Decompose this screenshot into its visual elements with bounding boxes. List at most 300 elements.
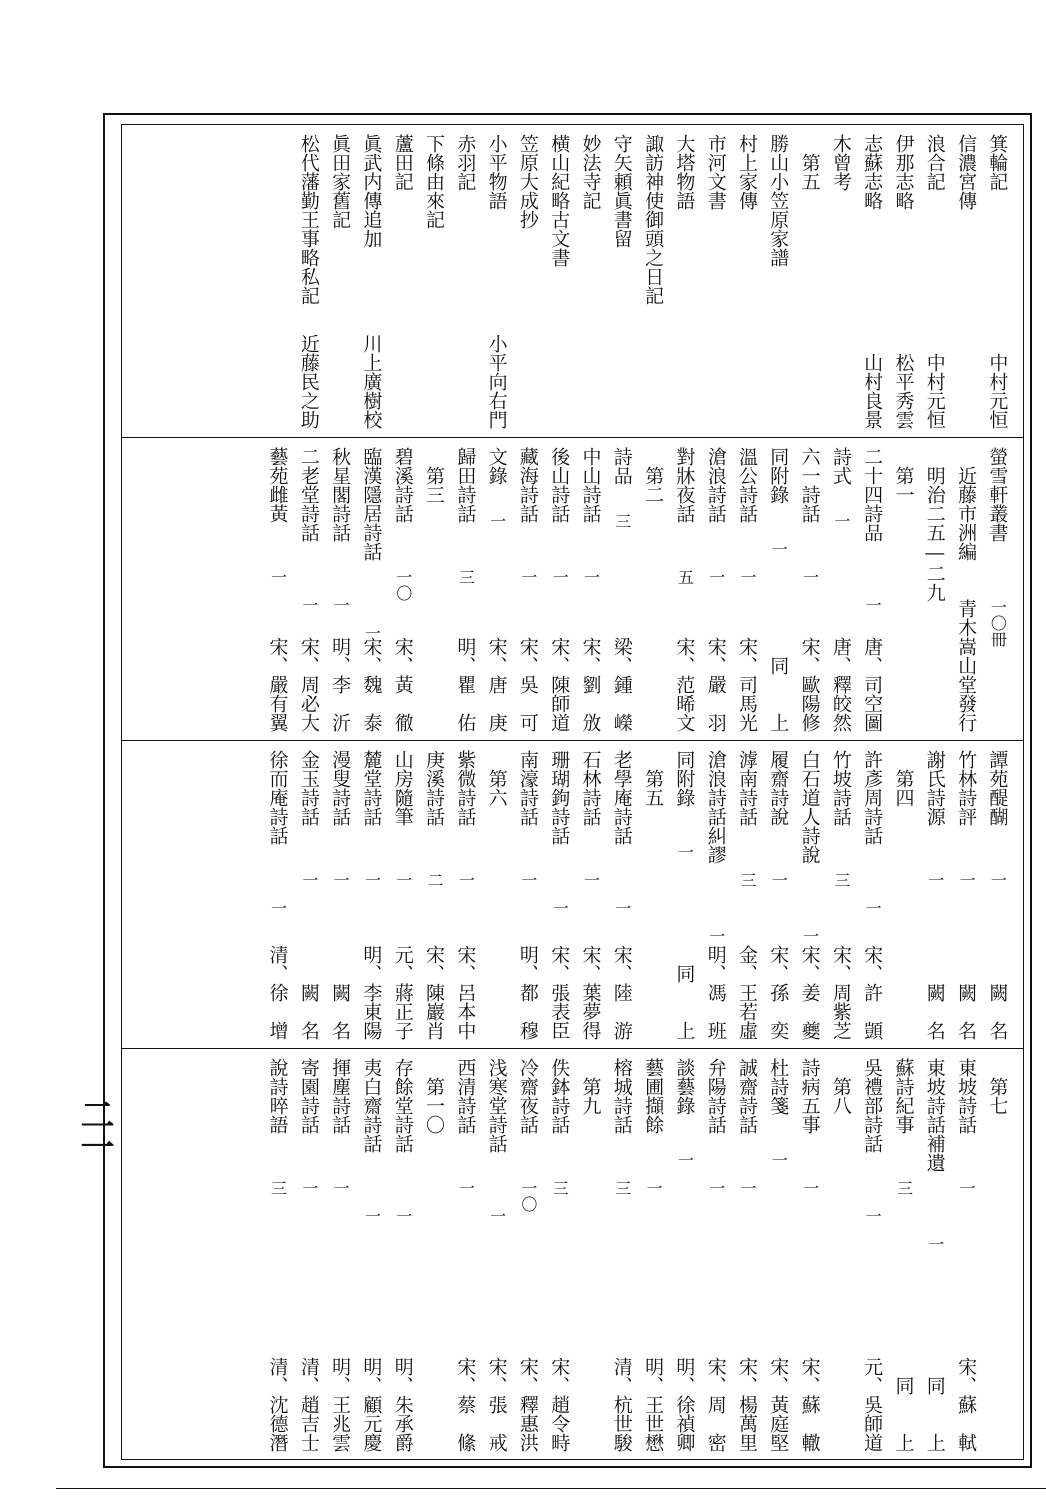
catalog-entry (637, 740, 668, 1048)
catalog-entry (387, 1048, 418, 1460)
entry-volume-count: 五 (675, 569, 695, 585)
entry-volume-count: 一 (957, 1180, 977, 1196)
entry-author: 宋、嚴 羽 (704, 637, 727, 732)
entry-title: 誠齋詩話 (735, 1058, 758, 1134)
entry-volume-count: 一〇 (393, 569, 413, 601)
catalog-entry (669, 740, 700, 1048)
entry-volume-count: 一 (362, 872, 382, 888)
entry-title: 横山紀略古文書 (548, 134, 571, 267)
entry-volume-count: 三 (612, 513, 632, 529)
entry-author: 明、王兆雲 (329, 1357, 352, 1452)
catalog-entry (888, 437, 919, 740)
entry-title: 文錄 (485, 447, 508, 485)
catalog-entry (481, 740, 512, 1048)
entry-author: 宋、釋惠洪 (516, 1357, 539, 1452)
entry-volume-count: 一 (550, 569, 570, 585)
entry-title: 市河文書 (704, 134, 727, 210)
catalog-entry (637, 1048, 668, 1460)
entry-author: 明、朱承爵 (391, 1357, 414, 1452)
entry-volume-count: 一 (675, 844, 695, 860)
entry-author: 元、蔣正子 (391, 945, 414, 1040)
catalog-entry (794, 124, 825, 437)
entry-title: 竹坡詩話 (829, 750, 852, 826)
entry-title: 笠原大成抄 (516, 134, 539, 229)
entry-volume-count: 一 (362, 1208, 382, 1224)
catalog-band (122, 740, 1023, 1048)
entry-title: 漫叟詩話 (329, 750, 352, 826)
entry-volume-count: 一 (393, 872, 413, 888)
catalog-entry (418, 124, 449, 437)
entry-title: 譚苑醍醐 (986, 750, 1009, 826)
entry-author: 闕 名 (986, 983, 1009, 1040)
catalog-entry (637, 437, 668, 740)
catalog-entry (418, 1048, 449, 1460)
entry-volume-count: 三 (831, 872, 851, 888)
catalog-entry (700, 1048, 731, 1460)
entry-author: 宋、唐 庚 (485, 637, 508, 732)
entry-author: 唐、司空圖 (861, 637, 884, 732)
page-number: 二一 (74, 1097, 114, 1161)
catalog-entry (450, 124, 481, 437)
entry-title: 榕城詩話 (610, 1058, 633, 1134)
entry-title: 第一 (892, 447, 915, 504)
catalog-entry (794, 740, 825, 1048)
catalog-entry (544, 124, 575, 437)
entry-title: 竹林詩評 (955, 750, 978, 826)
entry-title: 志蘇志略 (861, 134, 884, 210)
entry-author: 宋、黃庭堅 (767, 1357, 790, 1452)
entry-author: 梁、鍾 嶸 (610, 637, 633, 732)
entry-volume-count: 一〇 (518, 1180, 538, 1212)
entry-author: 宋、魏 泰 (360, 637, 383, 732)
catalog-band (122, 124, 1023, 437)
entry-title: 浅寒堂詩話 (485, 1058, 508, 1153)
entry-volume-count: 一 (581, 569, 601, 585)
entry-author: 宋、葉夢得 (579, 945, 602, 1040)
entry-volume-count: 三 (550, 1180, 570, 1196)
entry-title: 碧溪詩話 (391, 447, 414, 523)
entry-title: 山房隨筆 (391, 750, 414, 826)
entry-volume-count: 一 (299, 1180, 319, 1196)
entry-title: 第八 (829, 1058, 852, 1115)
entry-volume-count: 一 (331, 872, 351, 888)
entry-author: 宋、呂本中 (454, 945, 477, 1040)
entry-title: 第五 (798, 134, 821, 191)
entry-volume-count: 一 (393, 1208, 413, 1224)
entry-title: 冷齋夜話 (516, 1058, 539, 1134)
catalog-entry (575, 437, 606, 740)
entry-volume-count: 一 (769, 872, 789, 888)
entry-author: 宋、周紫芝 (829, 945, 852, 1040)
entry-volume-count: 三 (894, 1180, 914, 1196)
catalog-entry (825, 437, 856, 740)
catalog-entry (606, 740, 637, 1048)
entry-title: 諏訪神使御頭之日記 (642, 134, 665, 305)
entry-volume-count: 一 (957, 872, 977, 888)
catalog-band (122, 437, 1023, 740)
entry-author: 宋、許 顗 (861, 945, 884, 1040)
catalog-entry (450, 437, 481, 740)
entry-title: 明治二五―二九 (923, 447, 946, 602)
entry-volume-count: 一 (362, 625, 382, 641)
entry-title: 詩式 (829, 447, 852, 485)
entry-author: 同 上 (892, 1376, 915, 1452)
entry-title: 第六 (485, 750, 508, 807)
entry-volume-count: 一 (863, 597, 883, 613)
catalog-entry (293, 437, 324, 740)
entry-volume-count: 一 (800, 569, 820, 585)
entry-title: 東坡詩話 (955, 1058, 978, 1134)
entry-author: 明、都 穆 (516, 945, 539, 1040)
entry-title: 佚鉢詩話 (548, 1058, 571, 1134)
catalog-entry (857, 124, 888, 437)
entry-title: 六一詩話 (798, 447, 821, 523)
entry-title: 謝氏詩源 (923, 750, 946, 826)
entry-title: 白石道人詩說 (798, 750, 821, 864)
entry-title: 同附錄 (673, 750, 696, 807)
catalog-entry (982, 437, 1013, 740)
entry-title: 信濃宮傳 (955, 134, 978, 210)
catalog-entry (763, 1048, 794, 1460)
entry-title: 東坡詩話補遺 (923, 1058, 946, 1172)
entry-author: 清、沈德潛 (266, 1357, 289, 1452)
entry-title: 眞田家舊記 (329, 134, 352, 229)
entry-title: 藝圃擷餘 (642, 1058, 665, 1134)
entry-author: 宋、黃 徹 (391, 637, 414, 732)
entry-author: 宋、周必大 (297, 637, 320, 732)
entry-author: 宋、孫 奕 (767, 945, 790, 1040)
catalog-entry (888, 740, 919, 1048)
catalog-entry (387, 124, 418, 437)
entry-author: 清、趙吉士 (297, 1357, 320, 1452)
catalog-entry (262, 1048, 293, 1460)
entry-title: 第七 (986, 1058, 1009, 1115)
entry-title: 秋星閣詩話 (329, 447, 352, 542)
catalog-entry (512, 124, 543, 437)
catalog-entry (731, 1048, 762, 1460)
catalog-entry (919, 1048, 950, 1460)
entry-volume-count: 一 (268, 900, 288, 916)
entry-title: 村上家傳 (735, 134, 758, 210)
entry-title: 對牀夜話 (673, 447, 696, 523)
catalog-entry (700, 124, 731, 437)
entry-volume-count: 三 (612, 1180, 632, 1196)
entry-author: 山村良景 (861, 353, 884, 429)
entry-title: 夷白齋詩話 (360, 1058, 383, 1153)
catalog-entry (606, 124, 637, 437)
catalog-entry (700, 740, 731, 1048)
entry-author: 近藤民之助 (297, 334, 320, 429)
entry-title: 西清詩話 (454, 1058, 477, 1134)
entry-title: 大塔物語 (673, 134, 696, 210)
catalog-entry (982, 124, 1013, 437)
entry-volume-count: 一 (268, 569, 288, 585)
entry-volume-count: 一 (456, 872, 476, 888)
catalog-entry (262, 437, 293, 740)
entry-volume-count: 一 (581, 872, 601, 888)
catalog-entry (324, 740, 355, 1048)
entry-title: 紫微詩話 (454, 750, 477, 826)
catalog-entry (794, 437, 825, 740)
catalog-entry (731, 437, 762, 740)
catalog-entry (387, 740, 418, 1048)
entry-volume-count: 一 (331, 1180, 351, 1196)
entry-volume-count: 一〇冊 (988, 599, 1008, 647)
entry-volume-count: 一 (737, 1180, 757, 1196)
entry-author: 明、馮 班 (704, 945, 727, 1040)
entry-volume-count: 一 (800, 928, 820, 944)
entry-title: 螢雪軒叢書 (986, 447, 1009, 542)
catalog-entry (857, 437, 888, 740)
entry-author: 明、顧元慶 (360, 1357, 383, 1452)
band-divider (122, 1048, 1023, 1049)
catalog-entry (418, 437, 449, 740)
catalog-entry (982, 740, 1013, 1048)
catalog-entry (825, 740, 856, 1048)
entry-author: 元、吳師道 (861, 1357, 884, 1452)
catalog-entry (950, 437, 981, 740)
entry-volume-count: 一 (706, 569, 726, 585)
entry-title: 藏海詩話 (516, 447, 539, 523)
entry-title: 滹南詩話 (735, 750, 758, 826)
entry-volume-count: 一 (925, 872, 945, 888)
entry-title: 談藝錄 (673, 1058, 696, 1115)
entry-author: 明、徐禎卿 (673, 1357, 696, 1452)
entry-author: 同 上 (767, 656, 790, 732)
catalog-entry (857, 1048, 888, 1460)
entry-author: 明、李 沂 (329, 637, 352, 732)
entry-title: 老學庵詩話 (610, 750, 633, 845)
catalog-entry (544, 1048, 575, 1460)
entry-author: 闕 名 (955, 983, 978, 1040)
entry-author: 同 上 (923, 1376, 946, 1452)
entry-volume-count: 一 (518, 569, 538, 585)
entry-volume-count: 三 (456, 569, 476, 585)
catalog-entry (512, 1048, 543, 1460)
entry-author: 宋、范晞文 (673, 637, 696, 732)
entry-volume-count: 一 (487, 513, 507, 529)
entry-title: 蘆田記 (391, 134, 414, 191)
entry-author: 闕 名 (923, 983, 946, 1040)
entry-author: 川上廣樹校 (360, 334, 383, 429)
entry-author: 宋、趙令畤 (548, 1357, 571, 1452)
catalog-entry (825, 1048, 856, 1460)
entry-author: 宋、陸 游 (610, 945, 633, 1040)
entry-title: 浪合記 (923, 134, 946, 191)
entry-title: 珊瑚鉤詩話 (548, 750, 571, 845)
entry-volume-count: 一 (988, 872, 1008, 888)
entry-title: 後山詩話 (548, 447, 571, 523)
entry-author: 宋、張表臣 (548, 945, 571, 1040)
entry-title: 許彥周詩話 (861, 750, 884, 845)
catalog-entry (950, 740, 981, 1048)
catalog-entry (950, 124, 981, 437)
entry-author: 明、瞿 佑 (454, 637, 477, 732)
entry-author: 宋、劉 攽 (579, 637, 602, 732)
entry-title: 存餘堂詩話 (391, 1058, 414, 1153)
entry-title: 吳禮部詩話 (861, 1058, 884, 1153)
catalog-entry (763, 437, 794, 740)
entry-title: 石林詩話 (579, 750, 602, 826)
entry-volume-count: 一 (925, 1236, 945, 1252)
entry-title: 松代藩勤王事略私記 (297, 134, 320, 305)
entry-volume-count: 一 (331, 597, 351, 613)
catalog-entry (669, 124, 700, 437)
entry-volume-count: 一 (863, 1208, 883, 1224)
entry-author: 宋、陳巖肖 (423, 945, 446, 1040)
entry-title: 第一〇 (423, 1058, 446, 1134)
entry-title: 庚溪詩話 (423, 750, 446, 826)
entry-title: 中山詩話 (579, 447, 602, 523)
catalog-entry (356, 1048, 387, 1460)
catalog-entry (669, 1048, 700, 1460)
entry-author: 明、王世懋 (642, 1357, 665, 1452)
entry-title: 蘇詩紀事 (892, 1058, 915, 1134)
entry-author: 青木嵩山堂發行 (955, 599, 978, 732)
entry-volume-count: 一 (299, 597, 319, 613)
catalog-entry (324, 1048, 355, 1460)
catalog-entry (731, 124, 762, 437)
catalog-entry (575, 740, 606, 1048)
catalog-entry (356, 437, 387, 740)
entry-author: 松平秀雲 (892, 353, 915, 429)
entry-author: 宋、姜 夔 (798, 945, 821, 1040)
entry-title: 伊那志略 (892, 134, 915, 210)
entry-title: 詩品 (610, 447, 633, 485)
catalog-entry (356, 740, 387, 1048)
catalog-entry (982, 1048, 1013, 1460)
catalog-entry (606, 437, 637, 740)
band-divider (122, 740, 1023, 741)
entry-title: 守矢頼眞書留 (610, 134, 633, 248)
catalog-entry (512, 437, 543, 740)
catalog-entry (481, 437, 512, 740)
entry-title: 第五 (642, 750, 665, 807)
entry-volume-count: 一 (644, 1180, 664, 1196)
entry-author: 宋、陳師道 (548, 637, 571, 732)
entry-volume-count: 一 (737, 569, 757, 585)
entry-title: 藝苑雌黃 (266, 447, 289, 523)
entry-author: 中村元恒 (923, 353, 946, 429)
entry-volume-count: 一 (863, 900, 883, 916)
entry-title: 揮塵詩話 (329, 1058, 352, 1134)
entry-volume-count: 一 (299, 872, 319, 888)
entry-author: 宋、蔡 絛 (454, 1357, 477, 1452)
catalog-entry (888, 1048, 919, 1460)
catalog-entry (544, 740, 575, 1048)
entry-author: 宋、吳 可 (516, 637, 539, 732)
entry-volume-count: 一 (675, 1152, 695, 1168)
entry-volume-count: 一 (456, 1180, 476, 1196)
entry-author: 闕 名 (329, 983, 352, 1040)
catalog-entry (606, 1048, 637, 1460)
entry-title: 第二 (642, 447, 665, 504)
catalog-entry (575, 124, 606, 437)
entry-title: 臨漢隱居詩話 (360, 447, 383, 561)
entry-author: 宋、蘇 軾 (955, 1357, 978, 1452)
entry-author: 闕 名 (297, 983, 320, 1040)
entry-title: 第四 (892, 750, 915, 807)
catalog-entry (575, 1048, 606, 1460)
entry-title: 金玉詩話 (297, 750, 320, 826)
catalog-band (122, 1048, 1023, 1460)
entry-title: 詩病五事 (798, 1058, 821, 1134)
band-divider (122, 437, 1023, 438)
entry-author: 小平向右門 (485, 334, 508, 429)
entry-title: 二十四詩品 (861, 447, 884, 542)
entry-title: 弁陽詩話 (704, 1058, 727, 1134)
entry-volume-count: 二 (425, 872, 445, 888)
entry-author: 宋、蘇 轍 (798, 1357, 821, 1452)
catalog-entry (919, 740, 950, 1048)
entry-title: 履齋詩說 (767, 750, 790, 826)
entry-title: 箕輪記 (986, 134, 1009, 191)
entry-title: 妙法寺記 (579, 134, 602, 210)
entry-title: 近藤市洲編 (955, 447, 978, 561)
entry-volume-count: 一 (769, 541, 789, 557)
entry-volume-count: 一 (769, 1152, 789, 1168)
entry-title: 滄浪詩話糾謬 (704, 750, 727, 864)
entry-title: 說詩晬語 (266, 1058, 289, 1134)
entry-author: 明、李東陽 (360, 945, 383, 1040)
catalog-entry (700, 437, 731, 740)
entry-author: 金、王若虛 (735, 945, 758, 1040)
catalog-entry (387, 437, 418, 740)
entry-volume-count: 一 (706, 928, 726, 944)
entry-title: 下條由來記 (423, 134, 446, 229)
catalog-entry (731, 740, 762, 1048)
entry-title: 溫公詩話 (735, 447, 758, 523)
entry-author: 宋、司馬光 (735, 637, 758, 732)
entry-volume-count: 一 (550, 900, 570, 916)
entry-title: 寄園詩話 (297, 1058, 320, 1134)
entry-title: 杜詩箋 (767, 1058, 790, 1115)
entry-volume-count: 一 (706, 1180, 726, 1196)
entry-title: 南濠詩話 (516, 750, 539, 826)
catalog-entry (450, 740, 481, 1048)
catalog-entry (324, 437, 355, 740)
entry-author: 清、杭世駿 (610, 1357, 633, 1452)
catalog-entry (356, 124, 387, 437)
entry-title: 歸田詩話 (454, 447, 477, 523)
entry-title: 勝山小笠原家譜 (767, 134, 790, 267)
entry-title: 麓堂詩話 (360, 750, 383, 826)
entry-volume-count: 一 (487, 1208, 507, 1224)
entry-volume-count: 一 (518, 872, 538, 888)
entry-title: 同附錄 (767, 447, 790, 504)
entry-volume-count: 一 (831, 513, 851, 529)
catalog-entry (794, 1048, 825, 1460)
entry-title: 滄浪詩話 (704, 447, 727, 523)
catalog-entry (857, 740, 888, 1048)
catalog-entry (919, 124, 950, 437)
entry-author: 宋、張 戒 (485, 1357, 508, 1452)
entry-volume-count: 一 (800, 1180, 820, 1196)
catalog-entry (763, 740, 794, 1048)
entry-volume-count: 一 (612, 900, 632, 916)
catalog-entry (481, 124, 512, 437)
entry-title: 第三 (423, 447, 446, 504)
entry-title: 徐而庵詩話 (266, 750, 289, 845)
entry-author: 清、徐 增 (266, 945, 289, 1040)
catalog-entry (919, 437, 950, 740)
catalog-entry (950, 1048, 981, 1460)
catalog-entry (293, 1048, 324, 1460)
catalog-entry (825, 124, 856, 437)
entry-volume-count: 三 (737, 872, 757, 888)
entry-author: 宋、周 密 (704, 1357, 727, 1452)
entry-title: 小平物語 (485, 134, 508, 210)
